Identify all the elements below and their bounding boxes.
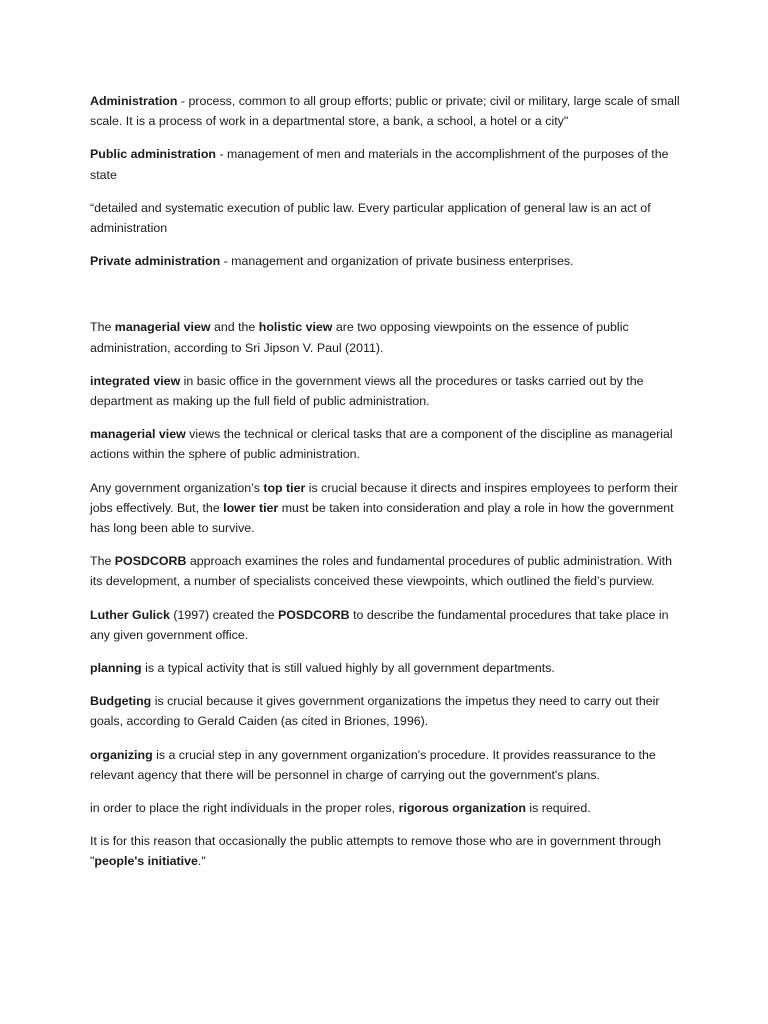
paragraph-text: ." [197,854,206,869]
bold-term: rigorous organization [398,801,526,816]
paragraph-text: views the technical or clerical tasks that are a component of the discipline as managerial actions within the sphere of public administration. [90,427,673,462]
paragraph-text: is crucial because it gives government organizations the impetus they need to carry out their goals, according to Gerald Caiden (as cited in Briones, 1996). [90,694,660,729]
paragraph-managerial-view [90,424,680,464]
bold-term: Public administration [90,147,216,162]
bold-term: integrated view [90,373,181,388]
document-body [90,91,680,885]
paragraph-text: is required. [525,801,591,816]
bold-term: planning [90,661,142,676]
paragraph-text: The [90,320,115,335]
bold-term: Private administration [90,254,221,269]
paragraph-text: “detailed and systematic execution of public law. Every particular application of general law is an act of administration [90,200,651,236]
bold-term: organizing [90,747,153,762]
bold-term: Luther Gulick [90,607,170,622]
paragraph-text: is a crucial step in any government organization's procedure. It provides reassurance to the relevant agency that there will be personnel in charge of carrying out the government's plans. [90,747,656,782]
paragraph-budgeting [90,691,680,731]
bold-term: managerial view [114,320,211,335]
bold-term: POSDCORB [278,607,350,622]
paragraph-rigorous-organization [90,798,680,818]
paragraph-text: and the [210,320,259,335]
paragraph-def-public-administration [90,144,680,184]
paragraph-text: in order to place the right individuals in the proper roles, [90,801,399,816]
paragraph-text: are two opposing viewpoints on the essence of public administration, according to Sri Jipson V. Paul (2011). [90,320,629,355]
paragraph-text: (1997) created the [169,607,279,622]
paragraph-text: - management of men and materials in the accomplishment of the purposes of the state [90,147,669,182]
bold-term: lower tier [223,500,279,515]
bold-term: people's initiative [94,854,198,869]
paragraph-text: Any government organization’s [90,480,264,495]
bold-term: top tier [263,480,306,495]
paragraph-text: is crucial because it directs and inspires employees to perform their jobs effectively. But, the [90,480,678,515]
paragraph-text: The [90,554,115,569]
paragraph-planning [90,658,680,678]
paragraph-quote-public-law [90,198,680,238]
paragraph-integrated-view [90,371,680,411]
paragraph-managerial-holistic [90,317,680,357]
paragraph-luther-gulick [90,605,680,645]
bold-term: managerial view [90,427,186,442]
paragraph-peoples-initiative [90,831,680,871]
paragraph-tiers [90,478,680,539]
bold-term: Administration [90,94,178,108]
paragraph-text: - process, common to all group efforts; public or private; civil or military, large scale of small scale. It is a process of work in a departmental store, a bank, a school, a hotel or a city" [90,94,680,129]
paragraph-def-private-administration [90,251,680,271]
paragraph-organizing [90,745,680,785]
paragraph-text: is a typical activity that is still valued highly by all government departments. [141,661,555,676]
paragraph-posdcorb-approach [90,551,680,591]
paragraph-text: in basic office in the government views all the procedures or tasks carried out by the department as making up the full field of public administration. [90,373,644,409]
paragraph-text: - management and organization of private business enterprises. [220,254,574,269]
paragraph-text: must be taken into consideration and play a role in how the government has long been able to survive. [90,500,674,536]
bold-term: holistic view [258,320,333,335]
bold-term: Budgeting [90,694,152,709]
paragraph-text: approach examines the roles and fundamental procedures of public administration. With its development, a number of specialists conceived these viewpoints, which outlined the field’s purview. [90,554,672,589]
paragraph-text: It is for this reason that occasionally the public attempts to remove those who are in government through " [90,834,661,869]
paragraph-text: to describe the fundamental procedures that take place in any given government office. [90,607,669,642]
bold-term: POSDCORB [114,554,187,569]
paragraph-def-administration [90,91,680,131]
